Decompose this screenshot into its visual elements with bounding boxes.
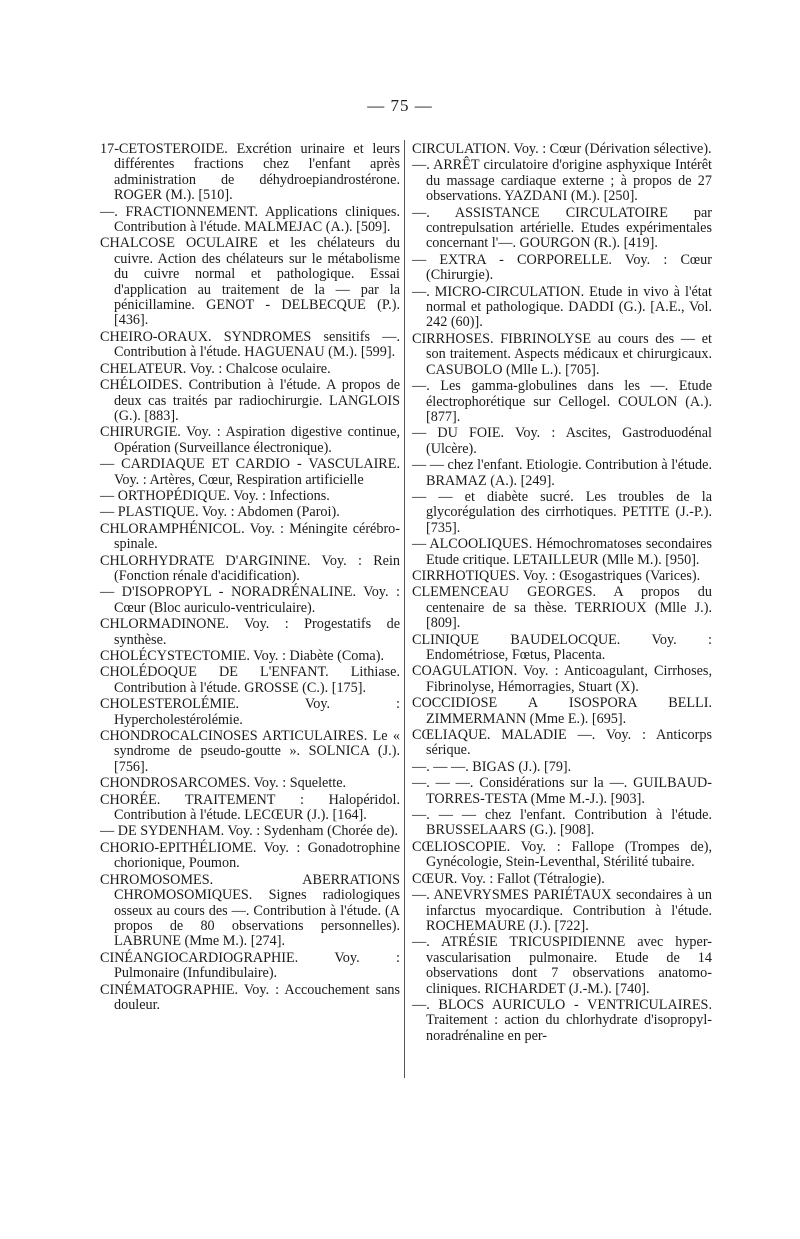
index-entry: — — chez l'enfant. Etiologie. Contribution à l'étude. BRAMAZ (A.). [249]. — [412, 457, 712, 489]
index-entry: CHORÉE. TRAITEMENT : Halopéridol. Contribution à l'étude. LECŒUR (J.). [164]. — [100, 791, 400, 824]
index-entry: CHROMOSOMES. ABERRATIONS CHROMOSOMIQUES. Signes radiologiques osseux au cours des —. Contribution à l'étude. (A propos de 80 observations personnelles). LABRUNE (Mme M.). [274]. — [100, 871, 400, 950]
index-entry: —. BLOCS AURICULO - VENTRICULAIRES. Traitement : action du chlorhydrate d'isopropyl-noradrénaline en per- — [412, 996, 712, 1044]
index-entry: CHONDROCALCINOSES ARTICULAIRES. Le « syndrome de pseudo-goutte ». SOLNICA (J.). [756]. — [100, 728, 400, 775]
index-entry: CHÉLOIDES. Contribution à l'étude. A propos de deux cas traités par radiochirurgie. LANGLOIS (G.). [883]. — [100, 377, 400, 424]
index-entry: —. ASSISTANCE CIRCULATOIRE par contrepulsation artérielle. Etudes expérimentales concernant l'—. GOURGON (R.). [419]. — [412, 204, 712, 252]
column-divider — [404, 140, 405, 1078]
index-entry: CHORIO-EPITHÉLIOME. Voy. : Gonadotrophine chorionique, Poumon. — [100, 839, 400, 872]
index-entry: —. ATRÉSIE TRICUSPIDIENNE avec hyper-vascularisation pulmonaire. Etude de 14 observations dont 7 observations anatomo-cliniques. RICHARDET (J.-M.). [740]. — [412, 934, 712, 997]
index-entry: CLEMENCEAU GEORGES. A propos du centenaire de sa thèse. TERRIOUX (Mlle J.). [809]. — [412, 584, 712, 632]
index-entry: — ALCOOLIQUES. Hémochromatoses secondaires Etude critique. LETAILLEUR (Mlle M.). [950]. — [412, 536, 712, 568]
index-entry: —. ARRÊT circulatoire d'origine asphyxique Intérêt du massage cardiaque externe ; à propos de 27 observations. YAZDANI (M.). [250]. — [412, 157, 712, 205]
left-column — [100, 142, 400, 1014]
index-entry: — DE SYDENHAM. Voy. : Sydenham (Chorée de). — [100, 823, 399, 840]
index-entry: CHEIRO-ORAUX. SYNDROMES sensitifs —. Contribution à l'étude. HAGUENAU (M.). [599]. — [100, 328, 400, 361]
index-entry: —. Les gamma-globulines dans les —. Etude électrophorétique sur Cellogel. COULON (A.). [877]. — [412, 378, 712, 425]
index-entry: — DU FOIE. Voy. : Ascites, Gastroduodénal (Ulcère). — [412, 425, 712, 457]
index-entry: CHLORMADINONE. Voy. : Progestatifs de synthèse. — [100, 616, 400, 648]
index-entry: —. — — chez l'enfant. Contribution à l'étude. BRUSSELAARS (G.). [908]. — [412, 807, 712, 839]
index-entry: CHOLÉCYSTECTOMIE. Voy. : Diabète (Coma). — [100, 648, 384, 664]
index-entry: — PLASTIQUE. Voy. : Abdomen (Paroi). — [100, 504, 340, 521]
index-entry: —. ANEVRYSMES PARIÉTAUX secondaires à un infarctus myocardique. Contribution à l'étude. ROCHEMAURE (J.). [722]. — [412, 887, 712, 934]
index-entry: CHONDROSARCOMES. Voy. : Squelette. — [100, 775, 347, 792]
index-entry: — D'ISOPROPYL - NORADRÉNALINE. Voy. : Cœur (Bloc auriculo-ventriculaire). — [100, 584, 400, 616]
index-entry: CINÉMATOGRAPHIE. Voy. : Accouchement sans douleur. — [100, 981, 400, 1013]
index-entry: 17-CETOSTEROIDE. Excrétion urinaire et leurs différentes fractions chez l'enfant après administration de déhydroepiandrostérone. ROGER (M.). [510]. — [100, 141, 400, 204]
page-number: — 75 — — [367, 96, 433, 115]
index-entry: — EXTRA - CORPORELLE. Voy. : Cœur (Chirurgie). — [412, 251, 712, 284]
index-entry: CIRCULATION. Voy. : Cœur (Dérivation sélective). — [412, 141, 712, 157]
index-entry: CIRRHOTIQUES. Voy. : Œsogastriques (Varices). — [412, 567, 701, 584]
index-entry: CHLORAMPHÉNICOL. Voy. : Méningite cérébro-spinale. — [100, 520, 400, 553]
index-entry: —. FRACTIONNEMENT. Applications cliniques. Contribution à l'étude. MALMEJAC (A.). [509]. — [100, 203, 400, 236]
index-entry: — ORTHOPÉDIQUE. Voy. : Infections. — [100, 487, 330, 504]
index-entry: COCCIDIOSE A ISOSPORA BELLI. ZIMMERMANN (Mme E.). [695]. — [412, 695, 712, 727]
index-entry: CIRRHOSES. FIBRINOLYSE au cours des — et son traitement. Aspects médicaux et chirurgicaux. CASUBOLO (Mlle L.). [705]. — [412, 330, 712, 378]
index-entry: CHALCOSE OCULAIRE et les chélateurs du cuivre. Action des chélateurs sur le métabolisme du cuivre normal et pathologique. Essai d'application au traitement de la — par la pénicillamine. GENOT - DELBECQUE (P.). [436]. — [100, 235, 400, 329]
index-entry: CLINIQUE BAUDELOCQUE. Voy. : Endométriose, Fœtus, Placenta. — [412, 631, 712, 663]
index-entry: —. — —. BIGAS (J.). [79]. — [412, 758, 572, 775]
index-entry: —. — —. Considérations sur la —. GUILBAUD-TORRES-TESTA (Mme M.-J.). [903]. — [412, 775, 712, 807]
index-entry: CŒLIOSCOPIE. Voy. : Fallope (Trompes de), Gynécologie, Stein-Leventhal, Stérilité tubaire. — [412, 838, 712, 871]
index-entry: — — et diabète sucré. Les troubles de la glycorégulation des cirrhotiques. PETITE (J.-P.). [735]. — [412, 488, 712, 536]
index-entry: CHIRURGIE. Voy. : Aspiration digestive continue, Opération (Surveillance électronique). — [100, 424, 400, 456]
index-entry: CHELATEUR. Voy. : Chalcose oculaire. — [100, 360, 331, 377]
index-entry: CŒLIAQUE. MALADIE —. Voy. : Anticorps sérique. — [412, 727, 712, 759]
index-entry: CŒUR. Voy. : Fallot (Tétralogie). — [412, 870, 605, 887]
index-entry: CHLORHYDRATE D'ARGININE. Voy. : Rein (Fonction rénale d'acidification). — [100, 552, 400, 584]
index-entry: COAGULATION. Voy. : Anticoagulant, Cirrhoses, Fibrinolyse, Hémorragies, Stuart (X). — [412, 663, 712, 695]
index-entry: — CARDIAQUE ET CARDIO - VASCULAIRE. Voy. : Artères, Cœur, Respiration artificielle — [100, 456, 400, 488]
index-entry: CINÉANGIOCARDIOGRAPHIE. Voy. : Pulmonaire (Infundibulaire). — [100, 949, 400, 982]
right-column — [412, 142, 712, 1045]
index-entry: CHOLESTEROLÉMIE. Voy. : Hypercholestérolémie. — [100, 696, 400, 728]
index-entry: CHOLÉDOQUE DE L'ENFANT. Lithiase. Contribution à l'étude. GROSSE (C.). [175]. — [100, 664, 400, 696]
index-entry: —. MICRO-CIRCULATION. Etude in vivo à l'état normal et pathologique. DADDI (G.). [A.E., Vol. 242 (60)]. — [412, 283, 712, 331]
